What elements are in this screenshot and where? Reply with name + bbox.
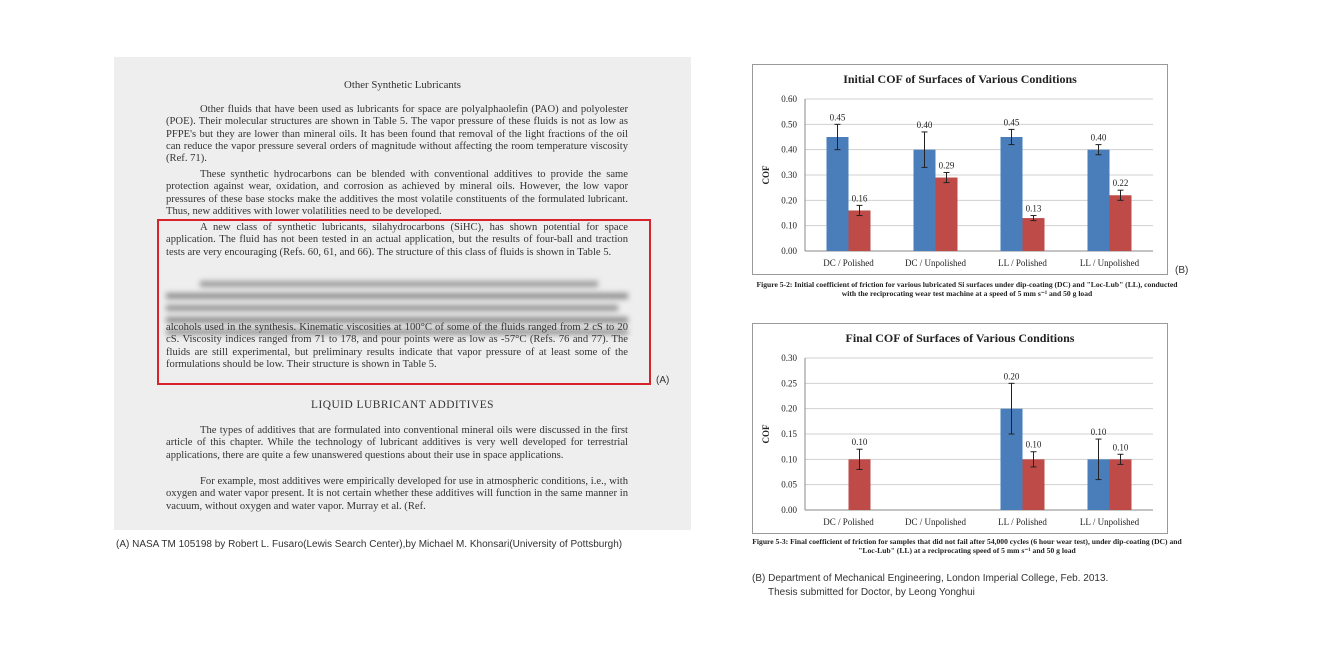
y-tick-label: 0.10: [781, 454, 797, 465]
doc-paragraph-5: The types of additives that are formulated into conventional mineral oils were discussed in the first article of this chapter. While the technology of lubricant additives is very well developed for terrestrial applications, there are quite a few unanswered questions about their use in space applications.: [166, 425, 628, 461]
data-label: 0.10: [1090, 427, 1107, 438]
doc-paragraph-6: For example, most additives were empirically developed for use in atmospheric conditions, i.e., with oxygen and water vapor present. It is not certain whether these additives will function in the same manner in vacuum, without oxygen and water vapor. Murray et al. (Ref.: [166, 476, 628, 512]
caption-a: (A) NASA TM 105198 by Robert L. Fusaro(Lewis Search Center),by Michael M. Khonsari(University of Pottsburgh): [116, 539, 623, 550]
bar-blue: [1088, 150, 1110, 251]
chart-title: Initial COF of Surfaces of Various Conditions: [843, 72, 1077, 86]
data-label: 0.45: [1003, 117, 1020, 128]
chart-title: Final COF of Surfaces of Various Conditions: [845, 331, 1075, 345]
y-tick-label: 0.20: [781, 195, 797, 206]
label-b: (B): [1175, 265, 1189, 276]
figure-5-2-caption: Figure 5-2: Initial coefficient of friction for various lubricated Si surfaces under dip-coating (DC) and "Loc-Lub" (LL), conducted with the reciprocating wear test machine at a speed of 5 mm s⁻¹ and 50 g load: [756, 280, 1178, 298]
data-label: 0.20: [1003, 371, 1020, 382]
data-label: 0.40: [916, 119, 933, 130]
x-tick-label: DC / Polished: [823, 517, 874, 527]
caption-b: [752, 572, 1108, 600]
highlight-box: [157, 219, 651, 385]
y-axis-label: COF: [761, 424, 771, 444]
caption-b-line-2: Thesis submitted for Doctor, by Leong Yonghui: [768, 587, 975, 598]
x-tick-label: DC / Unpolished: [904, 517, 967, 527]
y-tick-label: 0.40: [781, 144, 797, 155]
data-label: 0.40: [1090, 132, 1107, 143]
data-label: 0.45: [829, 112, 846, 123]
x-tick-label: DC / Unpolished: [904, 258, 967, 268]
y-axis-label: COF: [761, 165, 771, 185]
y-tick-label: 0.30: [781, 170, 797, 180]
figure-5-3-caption: Figure 5-3: Final coefficient of friction for samples that did not fail after 54,000 cycles (6 hour wear test), under dip-coating (DC) and "Loc-Lub" (LL) at a reciprocating speed of 5 mm s⁻¹ and 50 g load: [752, 537, 1182, 555]
y-tick-label: 0.50: [781, 119, 797, 130]
data-label: 0.10: [1025, 439, 1042, 450]
x-tick-label: LL / Polished: [998, 258, 1047, 268]
bar-red: [1023, 218, 1045, 251]
doc-title: Other Synthetic Lubricants: [344, 79, 461, 91]
bar-red: [849, 210, 871, 251]
final-cof-chart: [753, 324, 1167, 533]
final-cof-chart-frame: [752, 323, 1168, 534]
y-tick-label: 0.05: [781, 479, 797, 490]
y-tick-label: 0.20: [781, 403, 797, 414]
bar-blue: [1001, 137, 1023, 251]
y-tick-label: 0.25: [781, 378, 797, 389]
data-label: 0.10: [851, 437, 868, 448]
y-tick-label: 0.60: [781, 94, 797, 104]
caption-b-line-1: (B) Department of Mechanical Engineering, London Imperial College, Feb. 2013.: [752, 573, 1109, 584]
data-label: 0.10: [1112, 442, 1129, 453]
bar-red: [936, 178, 958, 251]
doc-paragraph-4: alcohols used in the synthesis. Kinematic viscosities at 100°C of some of the fluids ranged from 2 cS to 20 cS. Viscosity indices ranged from 71 to 178, and pour points were as low as -57°C (Refs. 76 and 77). The fluids are still experimental, but preliminary results indicate that vapor pressure of at least some of the formulations should be low. Their structure is shown in Table 5.: [166, 322, 628, 370]
y-tick-label: 0.15: [781, 429, 797, 439]
y-tick-label: 0.00: [781, 505, 797, 515]
x-tick-label: LL / Polished: [998, 517, 1047, 527]
y-tick-label: 0.10: [781, 220, 797, 231]
section-heading: LIQUID LUBRICANT ADDITIVES: [310, 399, 494, 411]
bar-blue: [827, 137, 849, 251]
x-tick-label: LL / Unpolished: [1079, 258, 1140, 268]
data-label: 0.29: [938, 160, 955, 171]
label-a: (A): [656, 375, 670, 386]
initial-cof-chart: [753, 65, 1167, 274]
bar-red: [1110, 195, 1132, 251]
doc-paragraph-3: A new class of synthetic lubricants, silahydrocarbons (SiHC), has shown potential for space application. The fluid has not been tested in an actual application, but the results of four-ball and traction tests are very encouraging (Refs. 60, 61, and 66). The structure of this class of fluids is shown in Table 5.: [166, 222, 628, 258]
x-tick-label: DC / Polished: [823, 258, 874, 268]
y-tick-label: 0.30: [781, 353, 797, 363]
data-label: 0.13: [1025, 203, 1042, 214]
data-label: 0.22: [1112, 178, 1129, 189]
x-tick-label: LL / Unpolished: [1079, 517, 1140, 527]
doc-paragraph-1: Other fluids that have been used as lubricants for space are polyalphaolefin (PAO) and polyolester (POE). Their molecular structures are shown in Table 5. The vapor pressure of these fluids is not as low as PFPE's but they are lower than mineral oils. It has been found that removal of the light fractions of the oil can reduce the vapor pressure several orders of magnitude without affecting the room temperature viscosity (Ref. 71).: [166, 104, 628, 165]
data-label: 0.16: [851, 193, 868, 204]
bar-red: [1110, 459, 1132, 510]
initial-cof-chart-frame: [752, 64, 1168, 275]
y-tick-label: 0.00: [781, 246, 797, 256]
doc-paragraph-2: These synthetic hydrocarbons can be blended with conventional additives to provide the same protection against wear, oxidation, and corrosion as achieved by mineral oils. However, the low vapor pressures of these base stocks make the additives the most volatile constituents of the formulated lubricant. Thus, new additives with lower volatilities need to be developed.: [166, 169, 628, 217]
